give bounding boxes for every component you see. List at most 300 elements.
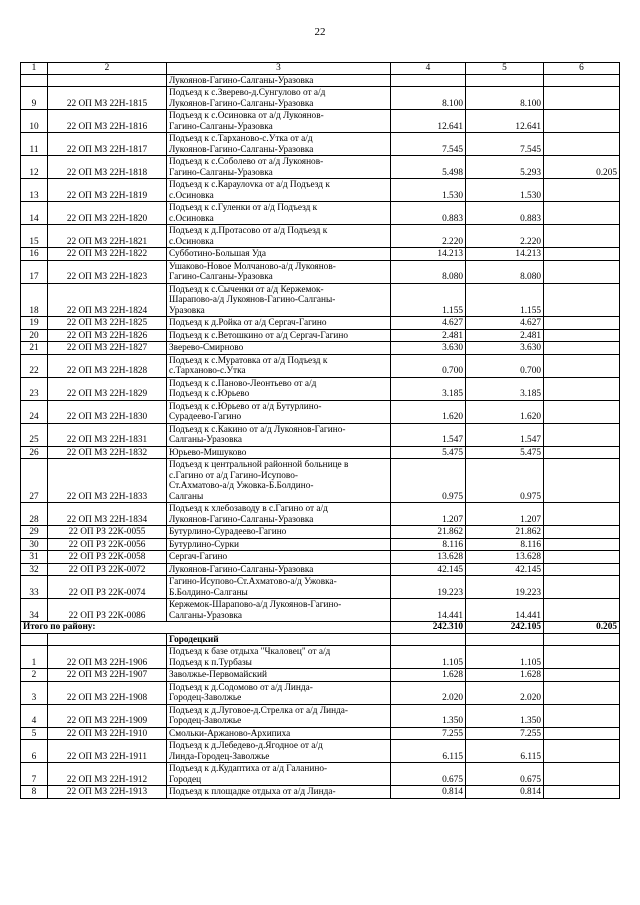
- table-row: [21, 740, 620, 763]
- road-name-line: Шарапово-а/д Лукоянов-Гагино-Салганы-: [169, 295, 336, 305]
- table-row: [21, 156, 620, 179]
- road-length: 2.481: [391, 329, 466, 342]
- road-code: 22 ОП МЗ 22Н-1833: [48, 459, 167, 503]
- table-row: [21, 400, 620, 423]
- table-row: [21, 526, 620, 539]
- road-name-line: Сергач-Гагино: [169, 552, 228, 562]
- row-number: 10: [21, 110, 48, 133]
- table-row: [21, 248, 620, 261]
- road-name-line: Линда-Городец-Заволжье: [169, 751, 270, 762]
- road-name: [167, 74, 391, 87]
- road-col6: [544, 538, 620, 551]
- road-code: 22 ОП МЗ 22Н-1816: [48, 110, 167, 133]
- road-name: [167, 110, 391, 133]
- road-length: 3.185: [391, 377, 466, 400]
- road-name-line: Салганы-Уразовка: [169, 610, 243, 621]
- road-length: 8.100: [391, 87, 466, 110]
- road-name-line: Подъезд к площадке отдыха от а/д Линда-: [169, 787, 336, 797]
- road-col5: 14.441: [466, 599, 544, 622]
- road-col5: 1.628: [466, 669, 544, 682]
- road-length: 14.213: [391, 248, 466, 261]
- row-number: 8: [21, 786, 48, 799]
- road-col5: 1.620: [466, 400, 544, 423]
- table-row: [21, 260, 620, 283]
- road-name: [167, 342, 391, 355]
- table-row: [21, 704, 620, 727]
- row-number: 20: [21, 329, 48, 342]
- road-length: 12.641: [391, 110, 466, 133]
- district-name: Городецкий: [167, 633, 391, 646]
- row-number: 21: [21, 342, 48, 355]
- road-name-line: Гагино-Салганы-Уразовка: [169, 272, 273, 282]
- road-name: [167, 786, 391, 799]
- road-col6: [544, 202, 620, 225]
- road-name-line: Зверево-Смирново: [169, 343, 244, 353]
- road-length: 42.145: [391, 563, 466, 576]
- header-cell-3: 3: [167, 63, 391, 75]
- road-code: 22 ОП МЗ 22Н-1823: [48, 260, 167, 283]
- road-name-line: Городец: [169, 774, 202, 785]
- road-code: 22 ОП МЗ 22Н-1825: [48, 317, 167, 330]
- road-length: 0.883: [391, 202, 466, 225]
- table-row: [21, 563, 620, 576]
- road-name-line: Кержемок-Шарапово-а/д Лукоянов-Гагино-: [169, 600, 342, 610]
- table-row: [21, 354, 620, 377]
- road-col6: [544, 599, 620, 622]
- road-code: 22 ОП МЗ 22Н-1820: [48, 202, 167, 225]
- row-number: 30: [21, 538, 48, 551]
- road-name: [167, 423, 391, 446]
- road-code: 22 ОП МЗ 22Н-1817: [48, 133, 167, 156]
- road-length: 1.207: [391, 503, 466, 526]
- road-col5: [466, 74, 544, 87]
- road-col6: [544, 377, 620, 400]
- road-code: 22 ОП РЗ 22К-0058: [48, 551, 167, 564]
- road-col5: 4.627: [466, 317, 544, 330]
- road-col5: 6.115: [466, 740, 544, 763]
- row-number: 14: [21, 202, 48, 225]
- table-row: [21, 317, 620, 330]
- road-col5: 1.350: [466, 704, 544, 727]
- road-col5: 7.545: [466, 133, 544, 156]
- road-name-line: Субботино-Большая Уда: [169, 249, 267, 259]
- row-number: 5: [21, 727, 48, 740]
- road-col5: 2.481: [466, 329, 544, 342]
- road-col5: 1.547: [466, 423, 544, 446]
- road-name: [167, 646, 391, 669]
- road-code: 22 ОП МЗ 22Н-1832: [48, 446, 167, 459]
- table-row: [21, 423, 620, 446]
- road-name: [167, 317, 391, 330]
- road-col6: [544, 342, 620, 355]
- road-code: 22 ОП МЗ 22Н-1913: [48, 786, 167, 799]
- road-col5: 7.255: [466, 727, 544, 740]
- road-length: 5.498: [391, 156, 466, 179]
- road-col5: 5.475: [466, 446, 544, 459]
- road-name: [167, 202, 391, 225]
- table-row: [21, 669, 620, 682]
- road-col5: 14.213: [466, 248, 544, 261]
- road-name-line: Бутурлино-Сурадеево-Гагино: [169, 527, 287, 537]
- road-length: 1.547: [391, 423, 466, 446]
- road-name: [167, 704, 391, 727]
- road-name-line: Подъезд к д.Луговое-д.Стрелка от а/д Линда-: [169, 705, 349, 716]
- row-number: 15: [21, 225, 48, 248]
- road-col6: [544, 179, 620, 202]
- road-col5: 8.080: [466, 260, 544, 283]
- table-row: [21, 110, 620, 133]
- road-name-line: Лукоянов-Гагино-Салганы-Уразовка: [169, 75, 314, 86]
- road-code: 22 ОП РЗ 22К-0055: [48, 526, 167, 539]
- road-code: 22 ОП МЗ 22Н-1912: [48, 763, 167, 786]
- road-col6: [544, 400, 620, 423]
- row-number: 19: [21, 317, 48, 330]
- road-name: [167, 526, 391, 539]
- table-row: [21, 329, 620, 342]
- row-number: 6: [21, 740, 48, 763]
- road-code: 22 ОП МЗ 22Н-1830: [48, 400, 167, 423]
- road-name-line: Подъезд к д.Содомово от а/д Линда-: [169, 682, 313, 693]
- road-name: [167, 260, 391, 283]
- road-code: 22 ОП МЗ 22Н-1909: [48, 704, 167, 727]
- road-length: 1.530: [391, 179, 466, 202]
- road-col6: [544, 260, 620, 283]
- road-name-line: с.Тарханово-с.Утка: [169, 366, 246, 376]
- road-name: [167, 576, 391, 599]
- road-name: [167, 551, 391, 564]
- road-code: 22 ОП МЗ 22Н-1821: [48, 225, 167, 248]
- road-name-line: Подъезд к базе отдыха "Чкаловец" от а/д: [169, 647, 331, 657]
- row-number: 16: [21, 248, 48, 261]
- page-number: 22: [314, 26, 326, 38]
- road-col6: [544, 551, 620, 564]
- header-cell-1: 1: [21, 63, 48, 75]
- row-number: 4: [21, 704, 48, 727]
- table-row: [21, 74, 620, 87]
- road-name: [167, 248, 391, 261]
- road-length: 19.223: [391, 576, 466, 599]
- road-length: 3.630: [391, 342, 466, 355]
- road-code: 22 ОП МЗ 22Н-1906: [48, 646, 167, 669]
- road-name-line: Гагино-Исупово-Ст.Ахматово-а/д Ужовка-: [169, 577, 337, 587]
- total-length: 242.310: [391, 622, 466, 634]
- table-row: [21, 459, 620, 503]
- road-length: 1.620: [391, 400, 466, 423]
- road-code: 22 ОП МЗ 22Н-1815: [48, 87, 167, 110]
- road-name-line: Сурадеево-Гагино: [169, 412, 242, 422]
- road-name-line: Городец-Заволжье: [169, 716, 242, 726]
- road-code: 22 ОП МЗ 22Н-1828: [48, 354, 167, 377]
- road-name: [167, 156, 391, 179]
- table-row: [21, 225, 620, 248]
- road-code: 22 ОП МЗ 22Н-1907: [48, 669, 167, 682]
- road-name: [167, 669, 391, 682]
- road-col6: [544, 727, 620, 740]
- road-name-line: Гагино-Салганы-Уразовка: [169, 121, 273, 132]
- road-name-line: Лукоянов-Гагино-Салганы-Уразовка: [169, 144, 314, 155]
- road-col5: 8.100: [466, 87, 544, 110]
- table-row: [21, 646, 620, 669]
- road-col5: 2.220: [466, 225, 544, 248]
- road-name: [167, 681, 391, 704]
- row-number: [21, 74, 48, 87]
- road-name-line: Лукоянов-Гагино-Салганы-Уразовка: [169, 514, 314, 525]
- road-col5: 0.814: [466, 786, 544, 799]
- road-col6: [544, 786, 620, 799]
- road-name: [167, 459, 391, 503]
- road-length: 13.628: [391, 551, 466, 564]
- road-name: [167, 179, 391, 202]
- row-number: 3: [21, 681, 48, 704]
- road-code: 22 ОП МЗ 22Н-1911: [48, 740, 167, 763]
- road-col5: 3.630: [466, 342, 544, 355]
- row-number: 28: [21, 503, 48, 526]
- road-length: 1.628: [391, 669, 466, 682]
- road-name-line: Смольки-Аржаново-Архипиха: [169, 728, 291, 739]
- road-col6: [544, 133, 620, 156]
- road-code: 22 ОП РЗ 22К-0086: [48, 599, 167, 622]
- road-name: [167, 329, 391, 342]
- road-col6: 0.205: [544, 156, 620, 179]
- road-name: [167, 354, 391, 377]
- road-name: [167, 503, 391, 526]
- road-name: [167, 377, 391, 400]
- road-length: 0.700: [391, 354, 466, 377]
- road-name-line: Подъезд к с.Муратовка от а/д Подъезд к: [169, 355, 328, 366]
- road-length: [391, 74, 466, 87]
- road-name-line: Подъезд к с.Осиновка от а/д Лукоянов-: [169, 111, 324, 121]
- road-name-line: Подъезд к с.Юрьево: [169, 389, 250, 399]
- road-col6: [544, 87, 620, 110]
- road-col5: 0.975: [466, 459, 544, 503]
- road-col6: [544, 283, 620, 317]
- table-row: [21, 202, 620, 225]
- road-col5: 1.207: [466, 503, 544, 526]
- road-code: 22 ОП МЗ 22Н-1818: [48, 156, 167, 179]
- road-col6: [544, 669, 620, 682]
- row-number: 33: [21, 576, 48, 599]
- table-row: [21, 786, 620, 799]
- road-col6: [544, 681, 620, 704]
- road-col6: [544, 423, 620, 446]
- road-name-line: Гагино-Салганы-Уразовка: [169, 167, 273, 178]
- cell-empty: [391, 633, 466, 646]
- road-length: 8.080: [391, 260, 466, 283]
- road-name-line: Подъезд к с.Юрьево от а/д Бутурлино-: [169, 401, 322, 412]
- road-name-line: Заволжье-Первомайский: [169, 670, 267, 680]
- road-col6: [544, 225, 620, 248]
- row-number: 25: [21, 423, 48, 446]
- road-name: [167, 446, 391, 459]
- road-length: 1.350: [391, 704, 466, 727]
- road-code: 22 ОП МЗ 22Н-1910: [48, 727, 167, 740]
- road-col6: [544, 563, 620, 576]
- road-length: 7.255: [391, 727, 466, 740]
- road-name-line: с.Осиновка: [169, 236, 214, 247]
- table-row: [21, 133, 620, 156]
- road-col5: 5.293: [466, 156, 544, 179]
- road-col5: 0.883: [466, 202, 544, 225]
- road-name-line: с.Осиновка: [169, 213, 214, 224]
- road-col5: 2.020: [466, 681, 544, 704]
- road-name: [167, 225, 391, 248]
- road-code: 22 ОП МЗ 22Н-1824: [48, 283, 167, 317]
- road-col6: [544, 74, 620, 87]
- road-col6: [544, 646, 620, 669]
- road-code: 22 ОП РЗ 22К-0072: [48, 563, 167, 576]
- road-length: 0.675: [391, 763, 466, 786]
- road-name-line: Уразовка: [169, 305, 205, 316]
- road-name-line: Подъезд к хлебозаводу в с.Гагино от а/д: [169, 504, 328, 514]
- road-col6: [544, 354, 620, 377]
- row-number: 7: [21, 763, 48, 786]
- row-number: 27: [21, 459, 48, 503]
- row-number: 31: [21, 551, 48, 564]
- header-cell-4: 4: [391, 63, 466, 75]
- road-name: [167, 538, 391, 551]
- road-col6: [544, 763, 620, 786]
- road-name-line: Лукоянов-Гагино-Салганы-Уразовка: [169, 564, 314, 575]
- road-name: [167, 599, 391, 622]
- table-row: [21, 599, 620, 622]
- header-cell-2: 2: [48, 63, 167, 75]
- road-name-line: Подъезд к д.Ройка от а/д Сергач-Гагино: [169, 318, 327, 328]
- road-length: 0.814: [391, 786, 466, 799]
- road-col5: 3.185: [466, 377, 544, 400]
- header-row: [21, 63, 620, 75]
- cell-empty: [48, 633, 167, 646]
- road-name-line: Подъезд к д.Кудаптиха от а/д Галанино-: [169, 764, 328, 774]
- district-total-row: [21, 622, 620, 634]
- road-name: [167, 740, 391, 763]
- road-name-line: Подъезд к с.Ветошкино от а/д Сергач-Гагино: [169, 330, 349, 341]
- row-number: 1: [21, 646, 48, 669]
- total-col6: 0.205: [544, 622, 620, 634]
- road-name: [167, 727, 391, 740]
- road-col5: 19.223: [466, 576, 544, 599]
- road-name-line: Подъезд к п.Турбазы: [169, 657, 252, 668]
- row-number: 2: [21, 669, 48, 682]
- road-code: 22 ОП МЗ 22Н-1831: [48, 423, 167, 446]
- total-label: Итого по району:: [21, 622, 391, 634]
- road-code: 22 ОП МЗ 22Н-1827: [48, 342, 167, 355]
- road-code: 22 ОП МЗ 22Н-1908: [48, 681, 167, 704]
- table-row: [21, 377, 620, 400]
- road-col5: 1.530: [466, 179, 544, 202]
- row-number: 17: [21, 260, 48, 283]
- road-name-line: Салганы-Уразовка: [169, 435, 243, 445]
- road-length: 6.115: [391, 740, 466, 763]
- road-name-line: Городец-Заволжье: [169, 693, 242, 703]
- road-col6: [544, 248, 620, 261]
- table-row: [21, 538, 620, 551]
- road-name-line: Подъезд к с.Караулovка от а/д Подъезд к: [169, 180, 330, 190]
- road-name: [167, 87, 391, 110]
- road-col5: 0.700: [466, 354, 544, 377]
- road-length: 8.116: [391, 538, 466, 551]
- road-code: 22 ОП МЗ 22Н-1829: [48, 377, 167, 400]
- road-col5: 8.116: [466, 538, 544, 551]
- road-length: 1.155: [391, 283, 466, 317]
- header-cell-5: 5: [466, 63, 544, 75]
- road-length: 2.220: [391, 225, 466, 248]
- road-code: 22 ОП МЗ 22Н-1834: [48, 503, 167, 526]
- road-length: 7.545: [391, 133, 466, 156]
- road-name-line: Подъезд к д.Лебедево-д.Ягодное от а/д: [169, 741, 323, 751]
- road-name-line: Подъезд к с.Гуленки от а/д Подъезд к: [169, 203, 318, 213]
- table-row: [21, 727, 620, 740]
- road-name: [167, 763, 391, 786]
- cell-empty: [544, 633, 620, 646]
- cell-empty: [466, 633, 544, 646]
- road-length: 21.862: [391, 526, 466, 539]
- table-row: [21, 87, 620, 110]
- table-row: [21, 283, 620, 317]
- table-row: [21, 681, 620, 704]
- road-col6: [544, 503, 620, 526]
- cell-empty: [21, 633, 48, 646]
- row-number: 26: [21, 446, 48, 459]
- road-length: 14.441: [391, 599, 466, 622]
- road-name-line: Ушаково-Новое Молчаново-а/д Лукоянов-: [169, 261, 336, 272]
- road-name-line: Лукоянов-Гагино-Салганы-Уразовка: [169, 98, 314, 109]
- road-name-line: Подъезд к с.Сыченки от а/д Кержемок-: [169, 284, 324, 295]
- road-code: 22 ОП МЗ 22Н-1826: [48, 329, 167, 342]
- road-code: 22 ОП РЗ 22К-0056: [48, 538, 167, 551]
- road-name: [167, 283, 391, 317]
- row-number: 22: [21, 354, 48, 377]
- road-col6: [544, 110, 620, 133]
- road-name: [167, 133, 391, 156]
- road-name-line: Ст.Ахматово-а/д Ужовка-Б.Болдино-: [169, 481, 314, 491]
- table-row: [21, 551, 620, 564]
- road-table: [20, 62, 620, 799]
- road-name-line: Б.Болдино-Салганы: [169, 587, 248, 598]
- road-name-line: Бутурлино-Сурки: [169, 539, 239, 550]
- row-number: 32: [21, 563, 48, 576]
- road-col5: 0.675: [466, 763, 544, 786]
- road-code: 22 ОП РЗ 22К-0074: [48, 576, 167, 599]
- row-number: 29: [21, 526, 48, 539]
- road-name-line: Подъезд к д.Протасово от а/д Подъезд к: [169, 226, 328, 236]
- row-number: 11: [21, 133, 48, 156]
- road-length: 1.105: [391, 646, 466, 669]
- row-number: 18: [21, 283, 48, 317]
- road-col6: [544, 704, 620, 727]
- road-name-line: Подъезд к с.Тарханово-с.Утка от а/д: [169, 134, 313, 144]
- road-col5: 21.862: [466, 526, 544, 539]
- road-name-line: Подъезд к с.Зверево-д.Сунгулово от а/д: [169, 88, 326, 98]
- road-name-line: Подъезд к с.Паново-Леонтьево от а/д: [169, 378, 317, 389]
- road-name-line: с.Осиновка: [169, 190, 214, 201]
- road-name: [167, 400, 391, 423]
- table-row: [21, 342, 620, 355]
- road-name-line: Подъезд к с.Какино от а/д Лукоянов-Гагино-: [169, 424, 346, 435]
- table-row: [21, 503, 620, 526]
- row-number: 13: [21, 179, 48, 202]
- road-code: 22 ОП МЗ 22Н-1819: [48, 179, 167, 202]
- row-number: 12: [21, 156, 48, 179]
- road-name-line: Подъезд к центральной районной больнице в: [169, 460, 349, 470]
- road-col5: 1.155: [466, 283, 544, 317]
- road-code: 22 ОП МЗ 22Н-1822: [48, 248, 167, 261]
- table-row: [21, 179, 620, 202]
- road-name: [167, 563, 391, 576]
- row-number: 23: [21, 377, 48, 400]
- road-col5: 1.105: [466, 646, 544, 669]
- road-col5: 42.145: [466, 563, 544, 576]
- road-name-line: с.Гагино от а/д Гагино-Исупово-: [169, 470, 298, 481]
